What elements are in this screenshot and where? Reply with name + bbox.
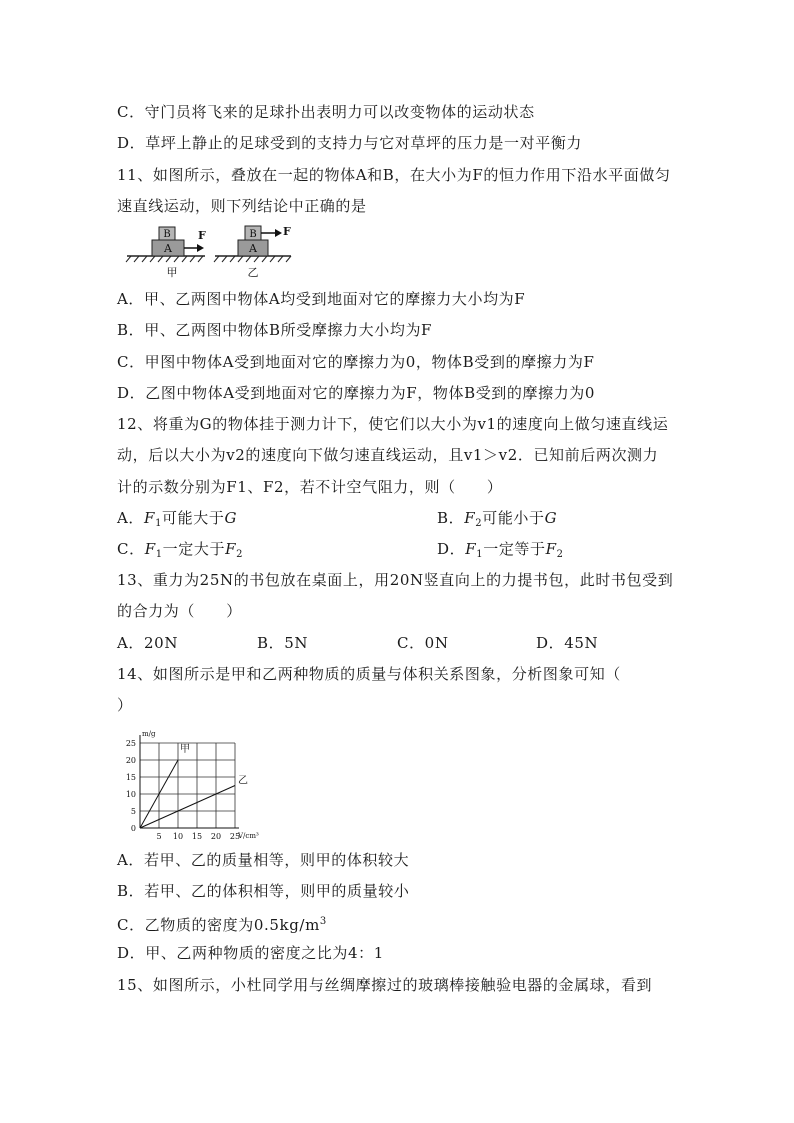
- q12-option-c: C．$F_1$一定大于$F_2$: [117, 540, 244, 560]
- chart-series-label-1: 甲: [180, 744, 190, 755]
- q11-option-d: D．乙图中物体A受到地面对它的摩擦力为F，物体B受到的摩擦力为0: [117, 384, 596, 402]
- q11-force-right-label: F: [283, 225, 291, 238]
- q11-block-a-left-label: A: [164, 242, 172, 255]
- q12-stem-line-3: 计的示数分别为F1、F2，若不计空气阻力，则（ ）: [117, 478, 503, 496]
- q10-option-d: D．草坪上静止的足球受到的支持力与它对草坪的压力是一对平衡力: [117, 134, 583, 152]
- q11-option-a: A．甲、乙两图中物体A均受到地面对它的摩擦力大小均为F: [117, 290, 526, 308]
- q11-stem-line-1: 11、如图所示，叠放在一起的物体A和B，在大小为F的恒力作用下沿水平面做匀: [117, 166, 671, 184]
- chart-y-tick-label: 15: [125, 773, 136, 782]
- chart-x-tick-label: 20: [210, 832, 222, 841]
- q11-option-b: B．甲、乙两图中物体B所受摩擦力大小均为F: [117, 321, 433, 339]
- chart-x-tick-label: 25: [229, 832, 241, 841]
- q12-stem-line-2: 动，后以大小为v2的速度向下做匀速直线运动，且v1＞v2．已知前后两次测力: [117, 446, 659, 464]
- q11-force-left-label: F: [198, 229, 206, 242]
- q14-option-c: C．乙物质的密度为$0.5kg/m^3$: [117, 916, 327, 934]
- chart-x-axis-label: V/cm³: [238, 832, 259, 840]
- q11-stem-line-2: 速直线运动，则下列结论中正确的是: [117, 197, 367, 215]
- q14-option-a: A．若甲、乙的质量相等，则甲的体积较大: [117, 851, 410, 869]
- q13-option-c: C．0N: [397, 634, 449, 652]
- q15-stem-line-1: 15、如图所示，小杜同学用与丝绸摩擦过的玻璃棒接触验电器的金属球，看到: [117, 976, 653, 994]
- q10-option-c: C．守门员将飞来的足球扑出表明力可以改变物体的运动状态: [117, 103, 535, 121]
- q13-stem-line-1: 13、重力为25N的书包放在桌面上，用20N竖直向上的力提书包，此时书包受到: [117, 571, 674, 589]
- q11-option-c: C．甲图中物体A受到地面对它的摩擦力为0，物体B受到的摩擦力为F: [117, 353, 595, 371]
- q14-mass-volume-chart: [112, 722, 272, 844]
- q12-option-b: B．$F_2$可能小于G: [437, 509, 558, 529]
- q13-option-d: D．45N: [536, 634, 599, 652]
- q11-block-a-right-label: A: [249, 242, 257, 255]
- q14-stem-line-1: 14、如图所示是甲和乙两种物质的质量与体积关系图象，分析图象可知（: [117, 665, 621, 683]
- q14-option-d: D．甲、乙两种物质的密度之比为4：1: [117, 944, 384, 962]
- q14-stem-line-2: ）: [117, 696, 133, 714]
- chart-x-tick-label: 5: [156, 832, 162, 841]
- chart-y-tick-label: 20: [125, 756, 136, 765]
- chart-y-tick-label: 5: [130, 807, 136, 816]
- q14-option-b: B．若甲、乙的体积相等，则甲的质量较小: [117, 882, 410, 900]
- chart-y-axis-label: m/g: [142, 730, 156, 738]
- chart-x-tick-label: 10: [172, 832, 184, 841]
- q11-figure: [125, 222, 295, 280]
- chart-series-line-2: [140, 786, 235, 829]
- q11-label-jia: 甲: [166, 266, 178, 279]
- q12-stem-line-1: 12、将重为G的物体挂于测力计下，使它们以大小为v1的速度向上做匀速直线运: [117, 415, 669, 433]
- q13-option-b: B．5N: [257, 634, 309, 652]
- q13-option-a: A．20N: [117, 634, 179, 652]
- chart-y-tick-label: 10: [125, 790, 136, 799]
- chart-series-label-2: 乙: [238, 775, 248, 787]
- chart-y-tick-label: 25: [125, 739, 136, 748]
- q11-block-b-left-label: B: [163, 229, 171, 240]
- q11-label-yi: 乙: [247, 266, 259, 279]
- q11-block-b-right-label: B: [249, 229, 257, 240]
- chart-origin-label: 0: [130, 824, 136, 833]
- chart-x-tick-label: 15: [191, 832, 203, 841]
- q12-option-d: D．$F_1$一定等于$F_2$: [437, 540, 564, 560]
- q13-stem-line-2: 的合力为（ ）: [117, 602, 242, 620]
- q12-option-a: A．$F_1$可能大于G: [117, 509, 238, 529]
